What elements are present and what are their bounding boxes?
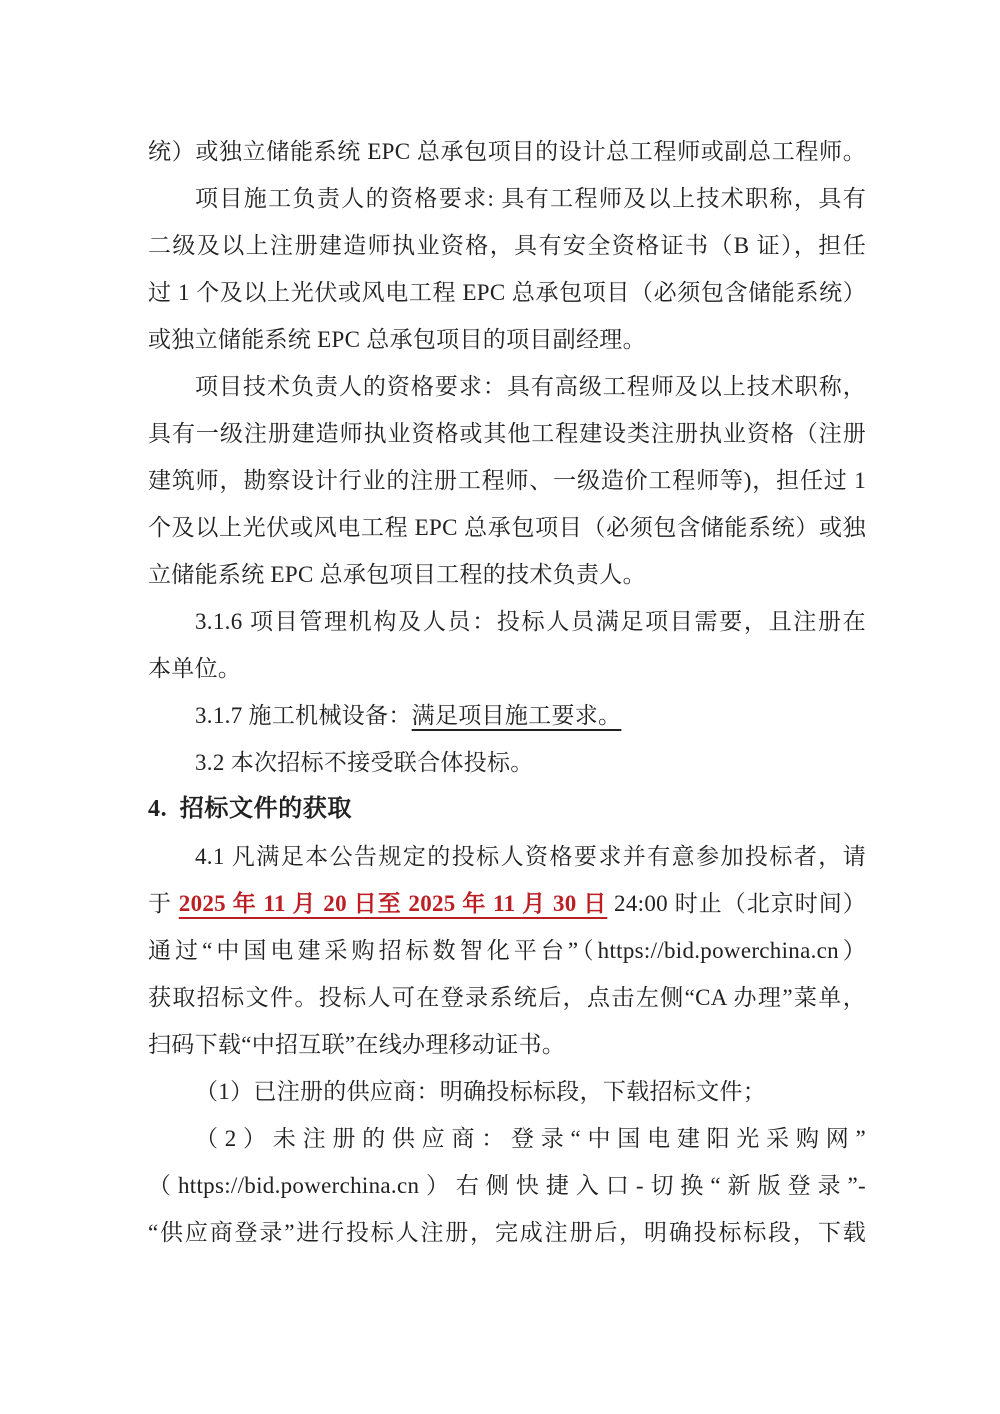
text-line [148,1115,866,1162]
text-run: 3.1.6 项目管理机构及人员：投标人员满足项目需要，且注册在 [195,609,866,634]
text-line [148,269,866,316]
text-run: （2）未注册的供应商：登录“中国电建阳光采购网” [195,1126,866,1151]
text-line [148,692,866,739]
text-line [148,128,866,175]
text-line [148,551,866,598]
text-line [148,316,866,363]
text-run: 获取招标文件。投标人可在登录系统后，点击左侧“CA 办理”菜单， [148,985,866,1010]
text-run: 二级及以上注册建造师执业资格，具有安全资格证书（B 证），担任 [148,233,866,258]
text-run: 具有一级注册建造师执业资格或其他工程建设类注册执业资格（注册 [148,421,866,446]
text-line [148,222,866,269]
text-line [148,1068,866,1115]
text-run: 扫码下载“中招互联”在线办理移动证书。 [148,1032,566,1057]
underlined-requirement-text: 满足项目施工要求。 [411,703,622,728]
text-run: 3.1.7 施工机械设备： [195,703,412,728]
text-run: （1）已注册的供应商：明确投标标段，下载招标文件； [195,1079,766,1104]
text-line [148,739,866,786]
text-line [148,410,866,457]
text-run: 4. 招标文件的获取 [148,796,352,822]
text-line [148,598,866,645]
text-run: 过 1 个及以上光伏或风电工程 EPC 总承包项目（必须包含储能系统） [148,280,866,305]
text-run: （https://bid.powerchina.cn）右侧快捷入口-切换“新版登录”- [148,1173,866,1198]
text-run: 于 [148,891,179,916]
text-line [148,504,866,551]
text-run: 4.1 凡满足本公告规定的投标人资格要求并有意参加投标者，请 [195,844,866,869]
text-run: 24:00 时止（北京时间） [607,891,866,916]
text-run: 建筑师，勘察设计行业的注册工程师、一级造价工程师等)，担任过 1 [148,468,866,493]
text-line [148,833,866,880]
text-line [148,457,866,504]
text-line [148,974,866,1021]
text-run: 项目技术负责人的资格要求：具有高级工程师及以上技术职称， [195,374,866,399]
text-run: “供应商登录”进行投标人注册，完成注册后，明确投标标段，下载 [148,1220,866,1245]
text-run: 或独立储能系统 EPC 总承包项目的项目副经理。 [148,327,646,352]
deadline-date-text: 2025 年 11 月 20 日至 2025 年 11 月 30 日 [178,891,608,916]
text-line [148,1162,866,1209]
text-line [148,363,866,410]
text-run: 本单位。 [148,656,242,681]
text-line [148,927,866,974]
document-body [148,128,866,1256]
text-line [148,645,866,692]
text-line [148,1209,866,1256]
text-run: 立储能系统 EPC 总承包项目工程的技术负责人。 [148,562,646,587]
text-run: 通过“中国电建采购招标数智化平台”（https://bid.powerchina.cn） [148,938,866,963]
text-line [148,880,866,927]
section-heading [148,786,866,833]
text-run: 项目施工负责人的资格要求: 具有工程师及以上技术职称，具有 [195,186,866,211]
text-line [148,1021,866,1068]
text-run: 3.2 本次招标不接受联合体投标。 [195,750,534,775]
text-line [148,175,866,222]
text-run: 统）或独立储能系统 EPC 总承包项目的设计总工程师或副总工程师。 [148,139,866,164]
text-run: 个及以上光伏或风电工程 EPC 总承包项目（必须包含储能系统）或独 [148,515,866,540]
